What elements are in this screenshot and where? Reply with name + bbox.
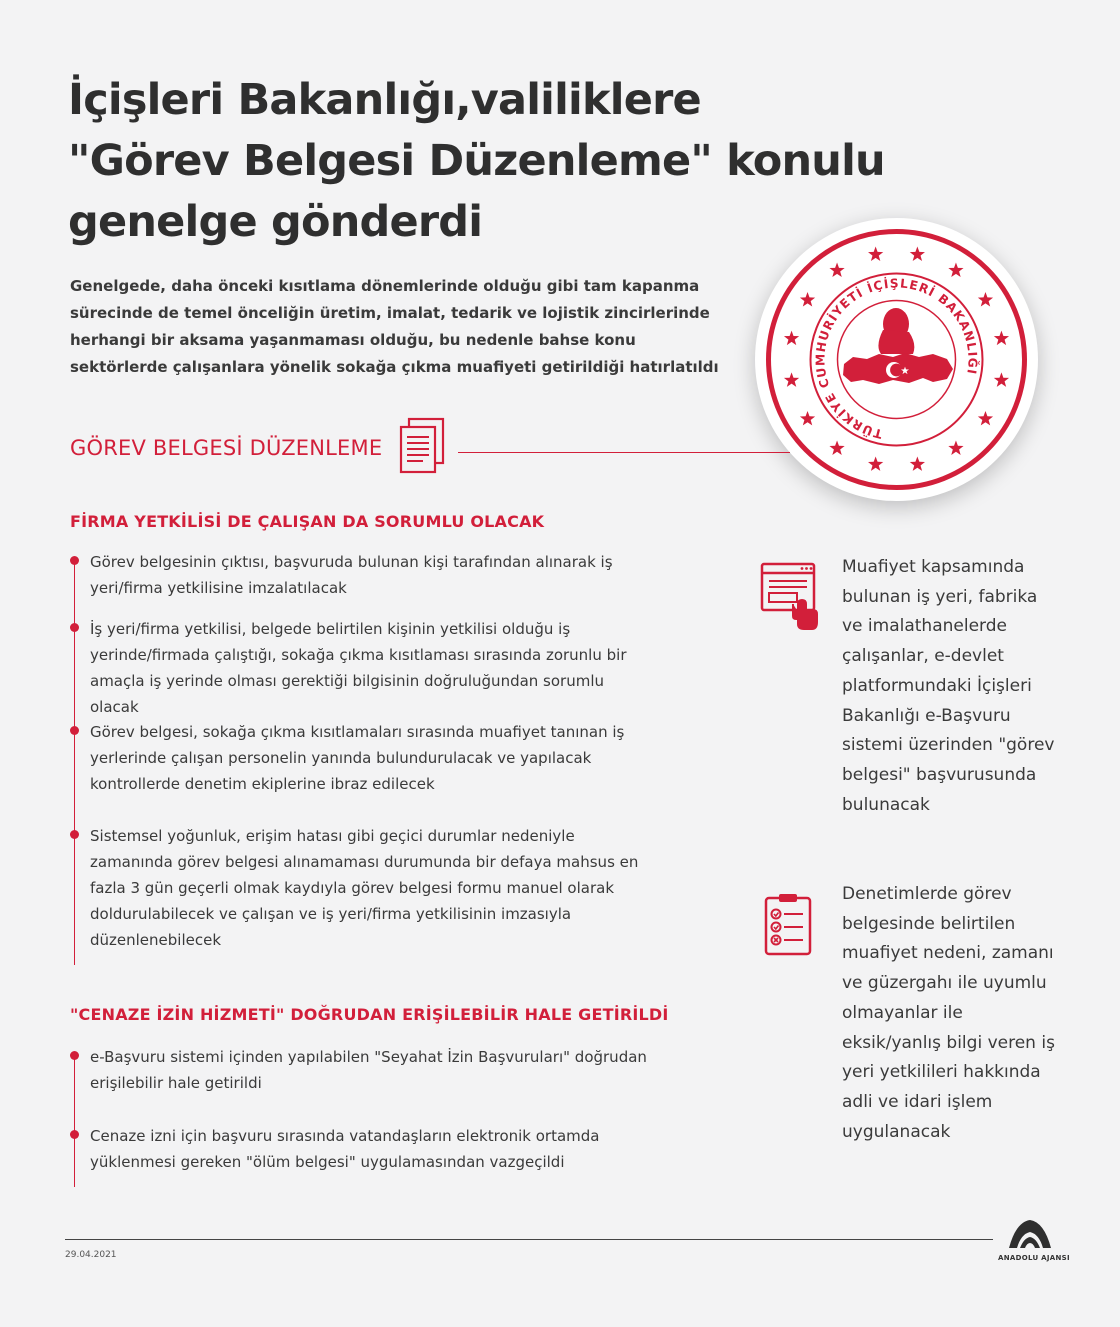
star-icon: [978, 411, 993, 425]
firma-list: [74, 549, 654, 953]
star-icon: [948, 263, 963, 277]
cenaze-list: [74, 1044, 654, 1175]
list-item: Sistemsel yoğunluk, erişim hatası gibi geçici durumlar nedeniyle zamanında görev belgesi alınamaması durumunda bir defaya mahsus en fazla 3 gün geçerli olmak kaydıyla görev belgesi formu manuel olarak doldurulabilecek ve çalışan ve iş yeri/firma yetkilisinin imzasıyla düzenlenebilecek: [74, 823, 654, 953]
section-divider: [458, 452, 790, 453]
star-icon: [948, 440, 963, 454]
checklist-icon: [764, 892, 812, 956]
aa-logo-icon: [1007, 1218, 1053, 1250]
star-icon: [800, 292, 815, 306]
list-item: Cenaze izni için başvuru sırasında vatandaşların elektronik ortamda yüklenmesi gereken "ölüm belgesi" uygulamasından vazgeçildi: [74, 1123, 654, 1175]
page-title: [68, 70, 885, 253]
list-item: İş yeri/firma yetkilisi, belgede belirtilen kişinin yetkilisi olduğu iş yerinde/firmada çalıştığı, sokağa çıkma kısıtlaması sırasında zorunlu bir amaçla iş yerinde olması gerektiği bilgisinin doğruluğundan sorumlu olacak: [74, 616, 654, 719]
star-icon: [829, 263, 844, 277]
star-icon: [978, 292, 993, 306]
title-line-1: İçişleri Bakanlığı,valiliklere: [68, 75, 701, 125]
star-icon: [910, 247, 925, 261]
section-title: GÖREV BELGESİ DÜZENLEME: [70, 436, 383, 460]
documents-icon: [398, 417, 446, 475]
seal-graphic: [755, 218, 1038, 501]
star-icon: [800, 411, 815, 425]
list-item: Görev belgesinin çıktısı, başvuruda bulunan kişi tarafından alınarak iş yeri/firma yetkilisine imzalatılacak: [74, 549, 654, 616]
star-icon: [868, 247, 883, 261]
title-line-3: genelge gönderdi: [68, 197, 483, 247]
star-icon: [994, 372, 1009, 386]
anadolu-ajansi-logo: [998, 1218, 1070, 1262]
list-item: Görev belgesi, sokağa çıkma kısıtlamaları sırasında muafiyet tanınan iş yerlerinde çalışan personelin yanında bulundurulacak ve yapılacak kontrollerde denetim ekiplerine ibraz edilecek: [74, 719, 654, 823]
firma-heading: FİRMA YETKİLİSİ DE ÇALIŞAN DA SORUMLU OLACAK: [70, 512, 545, 531]
star-icon: [994, 331, 1009, 345]
list-item: e-Başvuru sistemi içinden yapılabilen "Seyahat İzin Başvuruları" doğrudan erişilebilir hale getirildi: [74, 1044, 654, 1123]
star-icon: [910, 456, 925, 470]
turkey-map-icon: [843, 353, 953, 384]
title-line-2: "Görev Belgesi Düzenleme" konulu: [68, 136, 885, 186]
logo-text: ANADOLU AJANSI: [998, 1254, 1070, 1262]
side-text-1: Muafiyet kapsamında bulunan iş yeri, fabrika ve imalathanelerde çalışanlar, e-devlet platformundaki İçişleri Bakanlığı e-Başvuru sistemi üzerinden "görev belgesi" başvurusunda bulunacak: [842, 557, 1055, 815]
online-form-icon: [760, 562, 822, 634]
footer-divider: [65, 1239, 993, 1240]
star-icon: [829, 440, 844, 454]
cenaze-heading: "CENAZE İZİN HİZMETİ" DOĞRUDAN ERİŞİLEBİLİR HALE GETİRİLDİ: [70, 1005, 669, 1024]
star-icon: [784, 372, 799, 386]
ministry-seal: [755, 218, 1038, 501]
star-icon: [868, 456, 883, 470]
seal-text: TÜRKİYE CUMHURİYETİ İÇİŞLERİ BAKANLIĞI: [813, 276, 980, 442]
ataturk-silhouette-icon: [878, 308, 914, 354]
side-text-2: Denetimlerde görev belgesinde belirtilen muafiyet nedeni, zamanı ve güzergahı ile uyumlu olmayanlar ile eksik/yanlış bilgi veren iş yeri yetkilileri hakkında adli ve idari işlem uygulanacak: [842, 884, 1055, 1142]
intro-paragraph: Genelgede, daha önceki kısıtlama dönemlerinde olduğu gibi tam kapanma sürecinde de temel önceliğin üretim, imalat, tedarik ve lojistik zincirlerinde herhangi bir aksama yaşanmaması olduğu, bu nedenle bahse konu sektörlerde çalışanlara yönelik sokağa çıkma muafiyeti getirildiği hatırlatıldı: [70, 277, 719, 376]
publish-date: 29.04.2021: [65, 1250, 117, 1260]
star-icon: [784, 331, 799, 345]
